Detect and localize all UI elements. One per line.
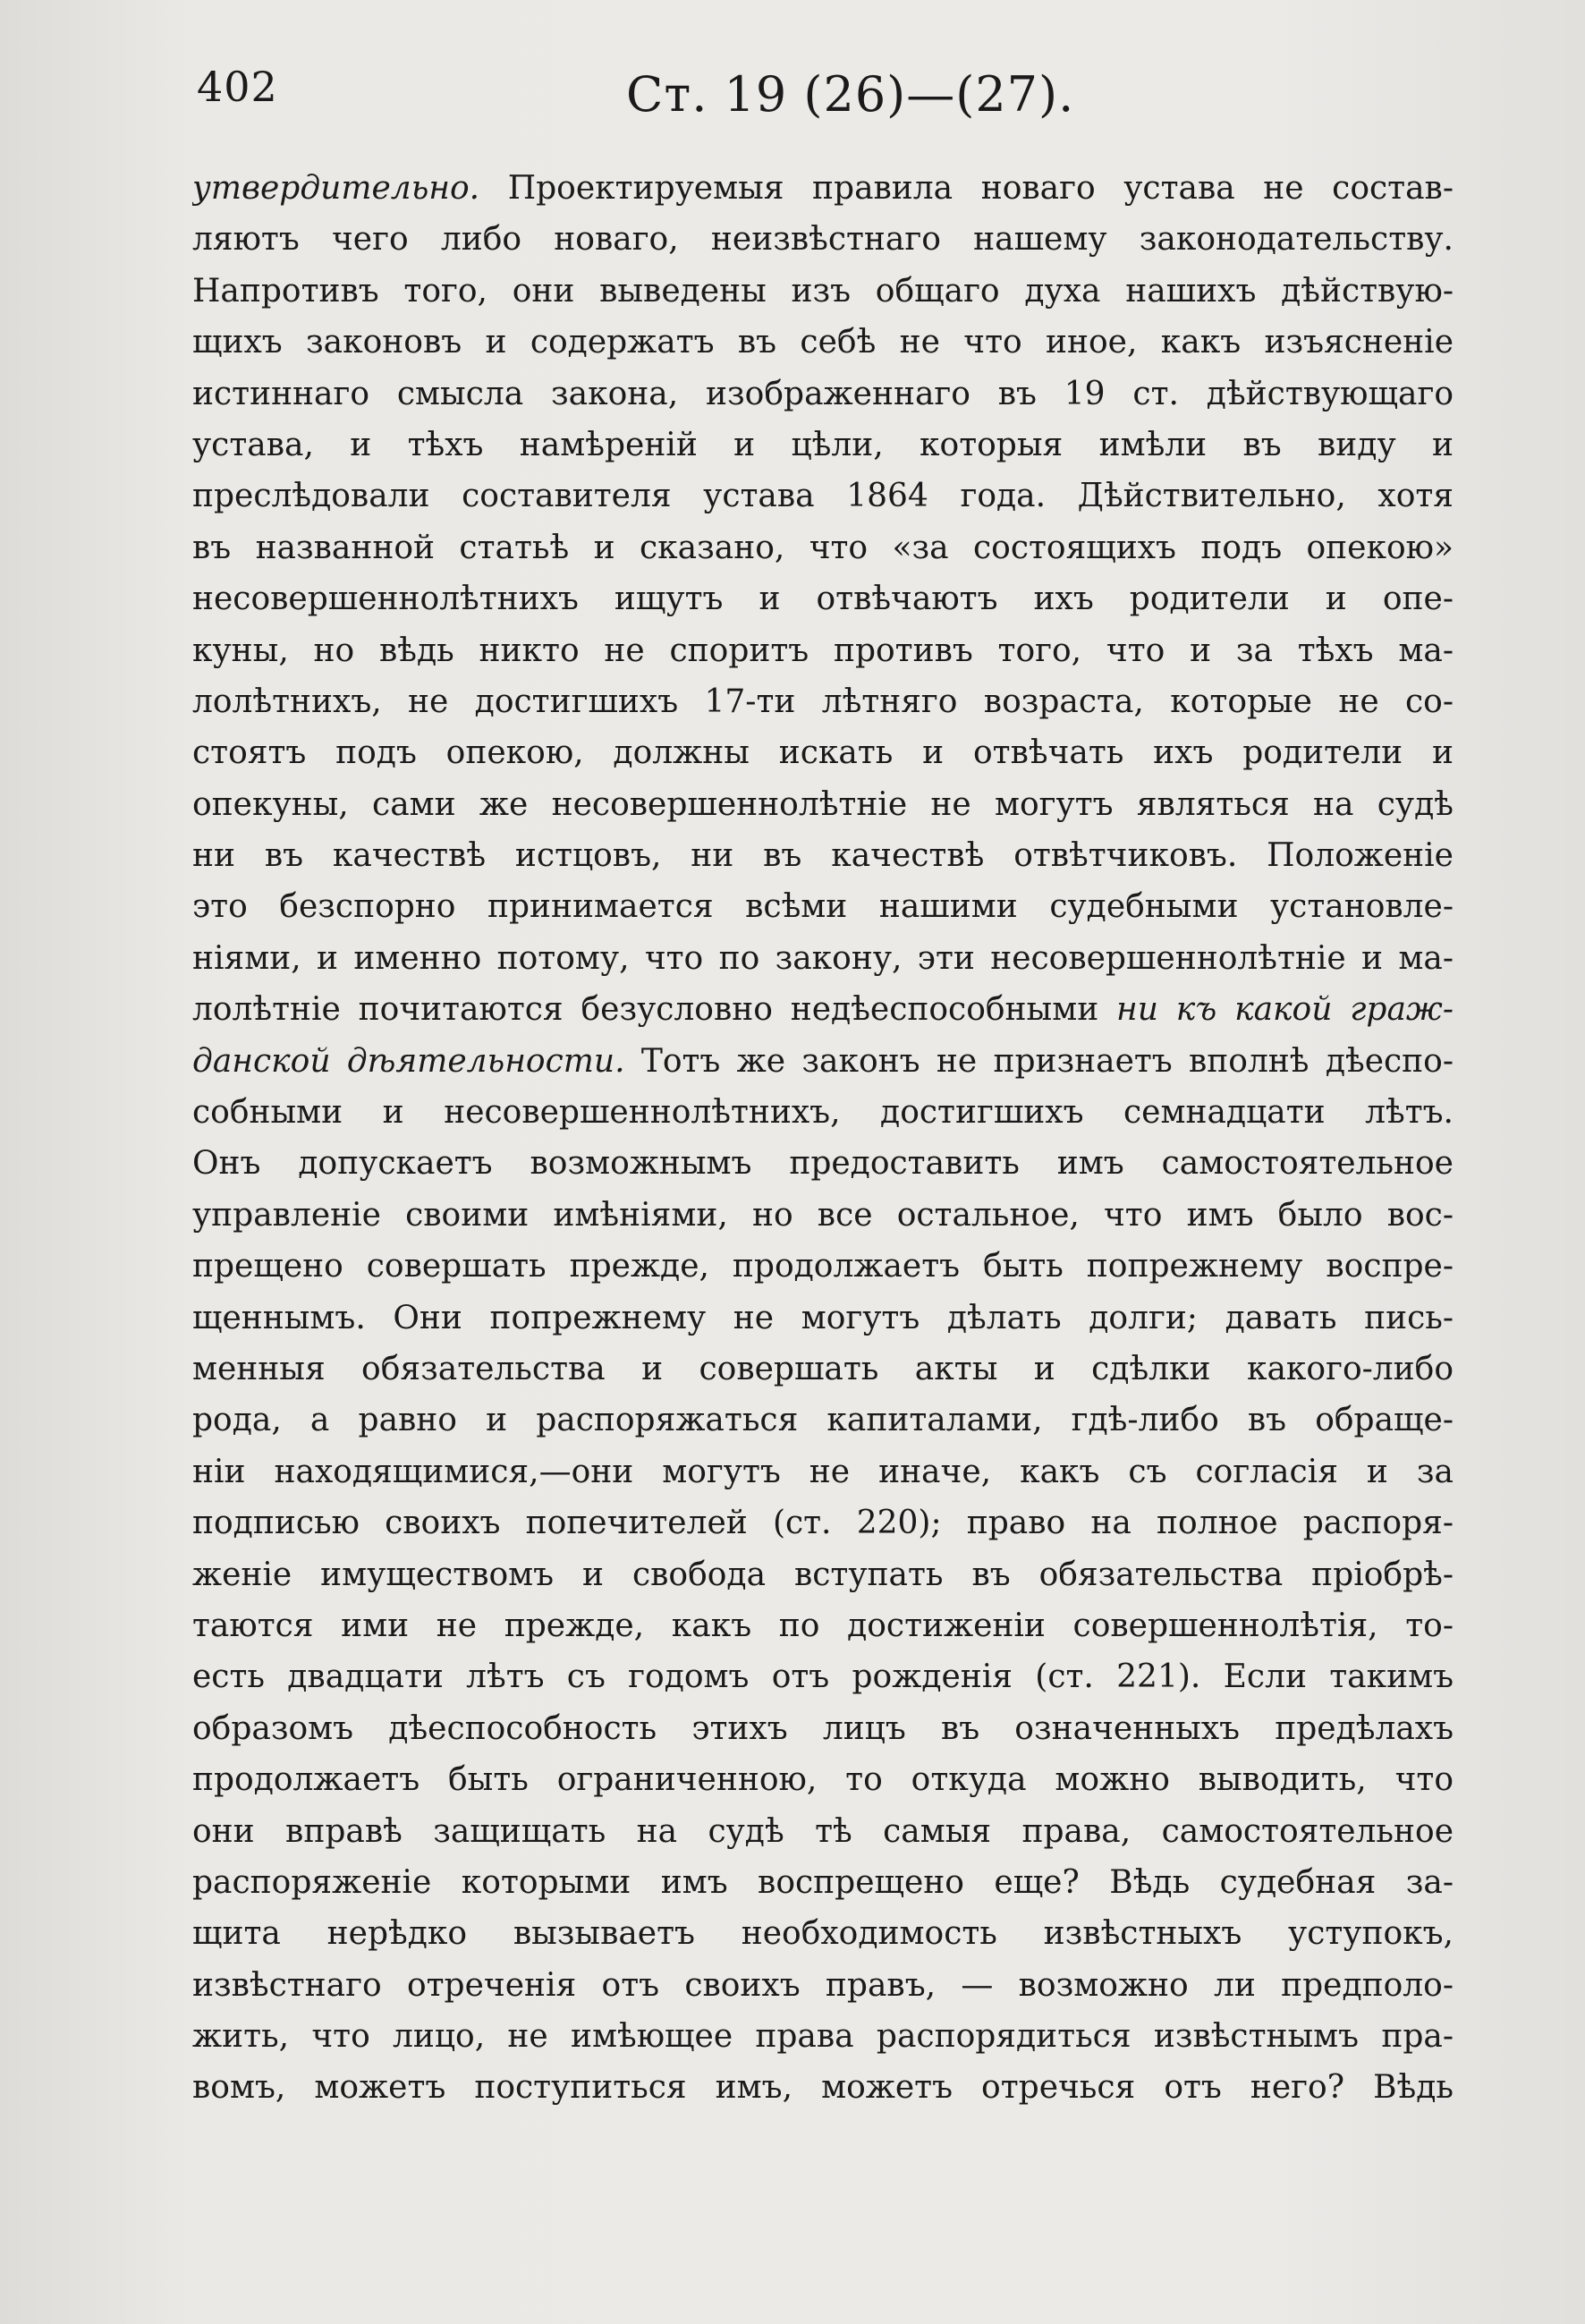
text-run: женіе имуществомъ и свобода вступать въ обязательства пріобрѣ- — [192, 1556, 1454, 1593]
text-run: щита нерѣдко вызываетъ необходимость извѣстныхъ уступокъ, — [192, 1915, 1454, 1953]
text-run: прещено совершать прежде, продолжаетъ быть попрежнему воспре- — [192, 1248, 1454, 1285]
text-line — [192, 1651, 1454, 1702]
text-run: есть двадцати лѣтъ съ годомъ отъ рожденія (ст. 221). Если такимъ — [192, 1658, 1454, 1696]
text-line — [192, 2011, 1454, 2062]
text-line — [192, 1754, 1454, 1805]
text-line — [192, 1138, 1454, 1189]
text-line — [192, 1293, 1454, 1344]
text-run: щихъ законовъ и содержатъ въ себѣ не что иное, какъ изъясненіе — [192, 324, 1454, 361]
text-line — [192, 1703, 1454, 1754]
text-line — [192, 471, 1454, 522]
text-run: лолѣтніе почитаются безусловно недѣеспособными — [192, 991, 1117, 1029]
text-line — [192, 933, 1454, 984]
page-header — [170, 54, 1458, 134]
text-run: опекуны, сами же несовершеннолѣтніе не могутъ являться на судѣ — [192, 785, 1454, 823]
text-line — [192, 420, 1454, 471]
text-line — [192, 881, 1454, 932]
text-line — [192, 1960, 1454, 2011]
text-run: менныя обязательства и совершать акты и сдѣлки какого-либо — [192, 1350, 1454, 1387]
text-line — [192, 1241, 1454, 1292]
text-run: это безспорно принимается всѣми нашими судебными установле- — [192, 888, 1454, 926]
text-line — [192, 522, 1454, 573]
text-line — [192, 214, 1454, 265]
text-line — [192, 1908, 1454, 1959]
text-run: таются ими не прежде, какъ по достиженіи совершеннолѣтія, то- — [192, 1607, 1454, 1644]
text-line — [192, 1497, 1454, 1548]
text-line — [192, 1446, 1454, 1497]
text-run: управленіе своими имѣніями, но все остальное, что имъ было вос- — [192, 1196, 1454, 1234]
text-line — [192, 369, 1454, 420]
text-run: стоятъ подъ опекою, должны искать и отвѣчать ихъ родители и — [192, 734, 1454, 772]
text-run: жить, что лицо, не имѣющее права распорядиться извѣстнымъ пра- — [192, 2018, 1454, 2056]
text-run: въ названной статьѣ и сказано, что «за состоящихъ подъ опекою» — [192, 529, 1454, 566]
text-run: распоряженіе которыми имъ воспрещено еще? Вѣдь судебная за- — [192, 1863, 1454, 1901]
text-run: образомъ дѣеспособность этихъ лицъ въ означенныхъ предѣлахъ — [192, 1709, 1454, 1747]
text-run: Онъ допускаетъ возможнымъ предоставить имъ самостоятельное — [192, 1145, 1454, 1183]
text-line — [192, 1857, 1454, 1908]
text-run: собными и несовершеннолѣтнихъ, достигшихъ семнадцати лѣтъ. — [192, 1094, 1454, 1132]
text-line — [192, 1600, 1454, 1651]
text-line — [192, 1036, 1454, 1087]
text-line — [192, 317, 1454, 368]
text-run: куны, но вѣдь никто не споритъ противъ того, что и за тѣхъ ма- — [192, 632, 1454, 669]
text-line — [192, 1549, 1454, 1600]
text-line — [192, 1190, 1454, 1241]
text-line — [192, 830, 1454, 881]
text-run: ніи находящимися,—они могутъ не иначе, какъ съ согласія и за — [192, 1453, 1454, 1490]
body-text — [192, 163, 1454, 2114]
running-head: Ст. 19 (26)—(27). — [626, 66, 1075, 123]
page-number: 402 — [197, 63, 278, 111]
italic-text-run: утвердительно. — [192, 170, 480, 207]
text-line — [192, 1395, 1454, 1446]
text-line — [192, 1806, 1454, 1857]
text-line — [192, 676, 1454, 727]
text-run: вомъ, можетъ поступиться имъ, можетъ отречься отъ него? Вѣдь — [192, 2069, 1454, 2107]
text-run: преслѣдовали составителя устава 1864 года. Дѣйствительно, хотя — [192, 478, 1454, 515]
text-run: ни въ качествѣ истцовъ, ни въ качествѣ отвѣтчиковъ. Положеніе — [192, 837, 1454, 875]
text-line — [192, 779, 1454, 830]
text-run: щеннымъ. Они попрежнему не могутъ дѣлать долги; давать пись- — [192, 1299, 1454, 1336]
text-line — [192, 163, 1454, 214]
text-run: Напротивъ того, они выведены изъ общаго духа нашихъ дѣйствую- — [192, 272, 1454, 310]
italic-text-run: ни къ какой граж- — [1116, 991, 1454, 1029]
text-run: подписью своихъ попечителей (ст. 220); право на полное распоря- — [192, 1505, 1454, 1542]
text-line — [192, 625, 1454, 676]
text-run: ляютъ чего либо новаго, неизвѣстнаго нашему законодательству. — [192, 221, 1454, 259]
text-line — [192, 984, 1454, 1035]
text-line — [192, 1087, 1454, 1138]
text-run: Тотъ же законъ не признаетъ вполнѣ дѣеспо- — [624, 1042, 1454, 1080]
text-run: ніями, и именно потому, что по закону, эти несовершеннолѣтніе и ма- — [192, 939, 1454, 977]
text-run: рода, а равно и распоряжаться капиталами, гдѣ-либо въ обраще- — [192, 1402, 1454, 1439]
text-line — [192, 727, 1454, 778]
text-line — [192, 1344, 1454, 1395]
text-run: они вправѣ защищать на судѣ тѣ самыя права, самостоятельное — [192, 1812, 1454, 1850]
text-run: продолжаетъ быть ограниченною, то откуда можно выводить, что — [192, 1761, 1454, 1799]
italic-text-run: данской дѣятельности. — [192, 1042, 625, 1080]
text-line — [192, 266, 1454, 317]
text-run: Проектируемыя правила новаго устава не состав- — [479, 170, 1454, 207]
text-run: лолѣтнихъ, не достигшихъ 17-ти лѣтняго возраста, которые не со- — [192, 683, 1454, 720]
text-line — [192, 573, 1454, 624]
text-run: устава, и тѣхъ намѣреній и цѣли, которыя имѣли въ виду и — [192, 426, 1454, 463]
text-run: извѣстнаго отреченія отъ своихъ правъ, — возможно ли предполо- — [192, 1966, 1454, 2004]
text-run: несовершеннолѣтнихъ ищутъ и отвѣчаютъ ихъ родители и опе- — [192, 581, 1454, 618]
text-run: истиннаго смысла закона, изображеннаго въ 19 ст. дѣйствующаго — [192, 375, 1454, 412]
text-line — [192, 2062, 1454, 2113]
